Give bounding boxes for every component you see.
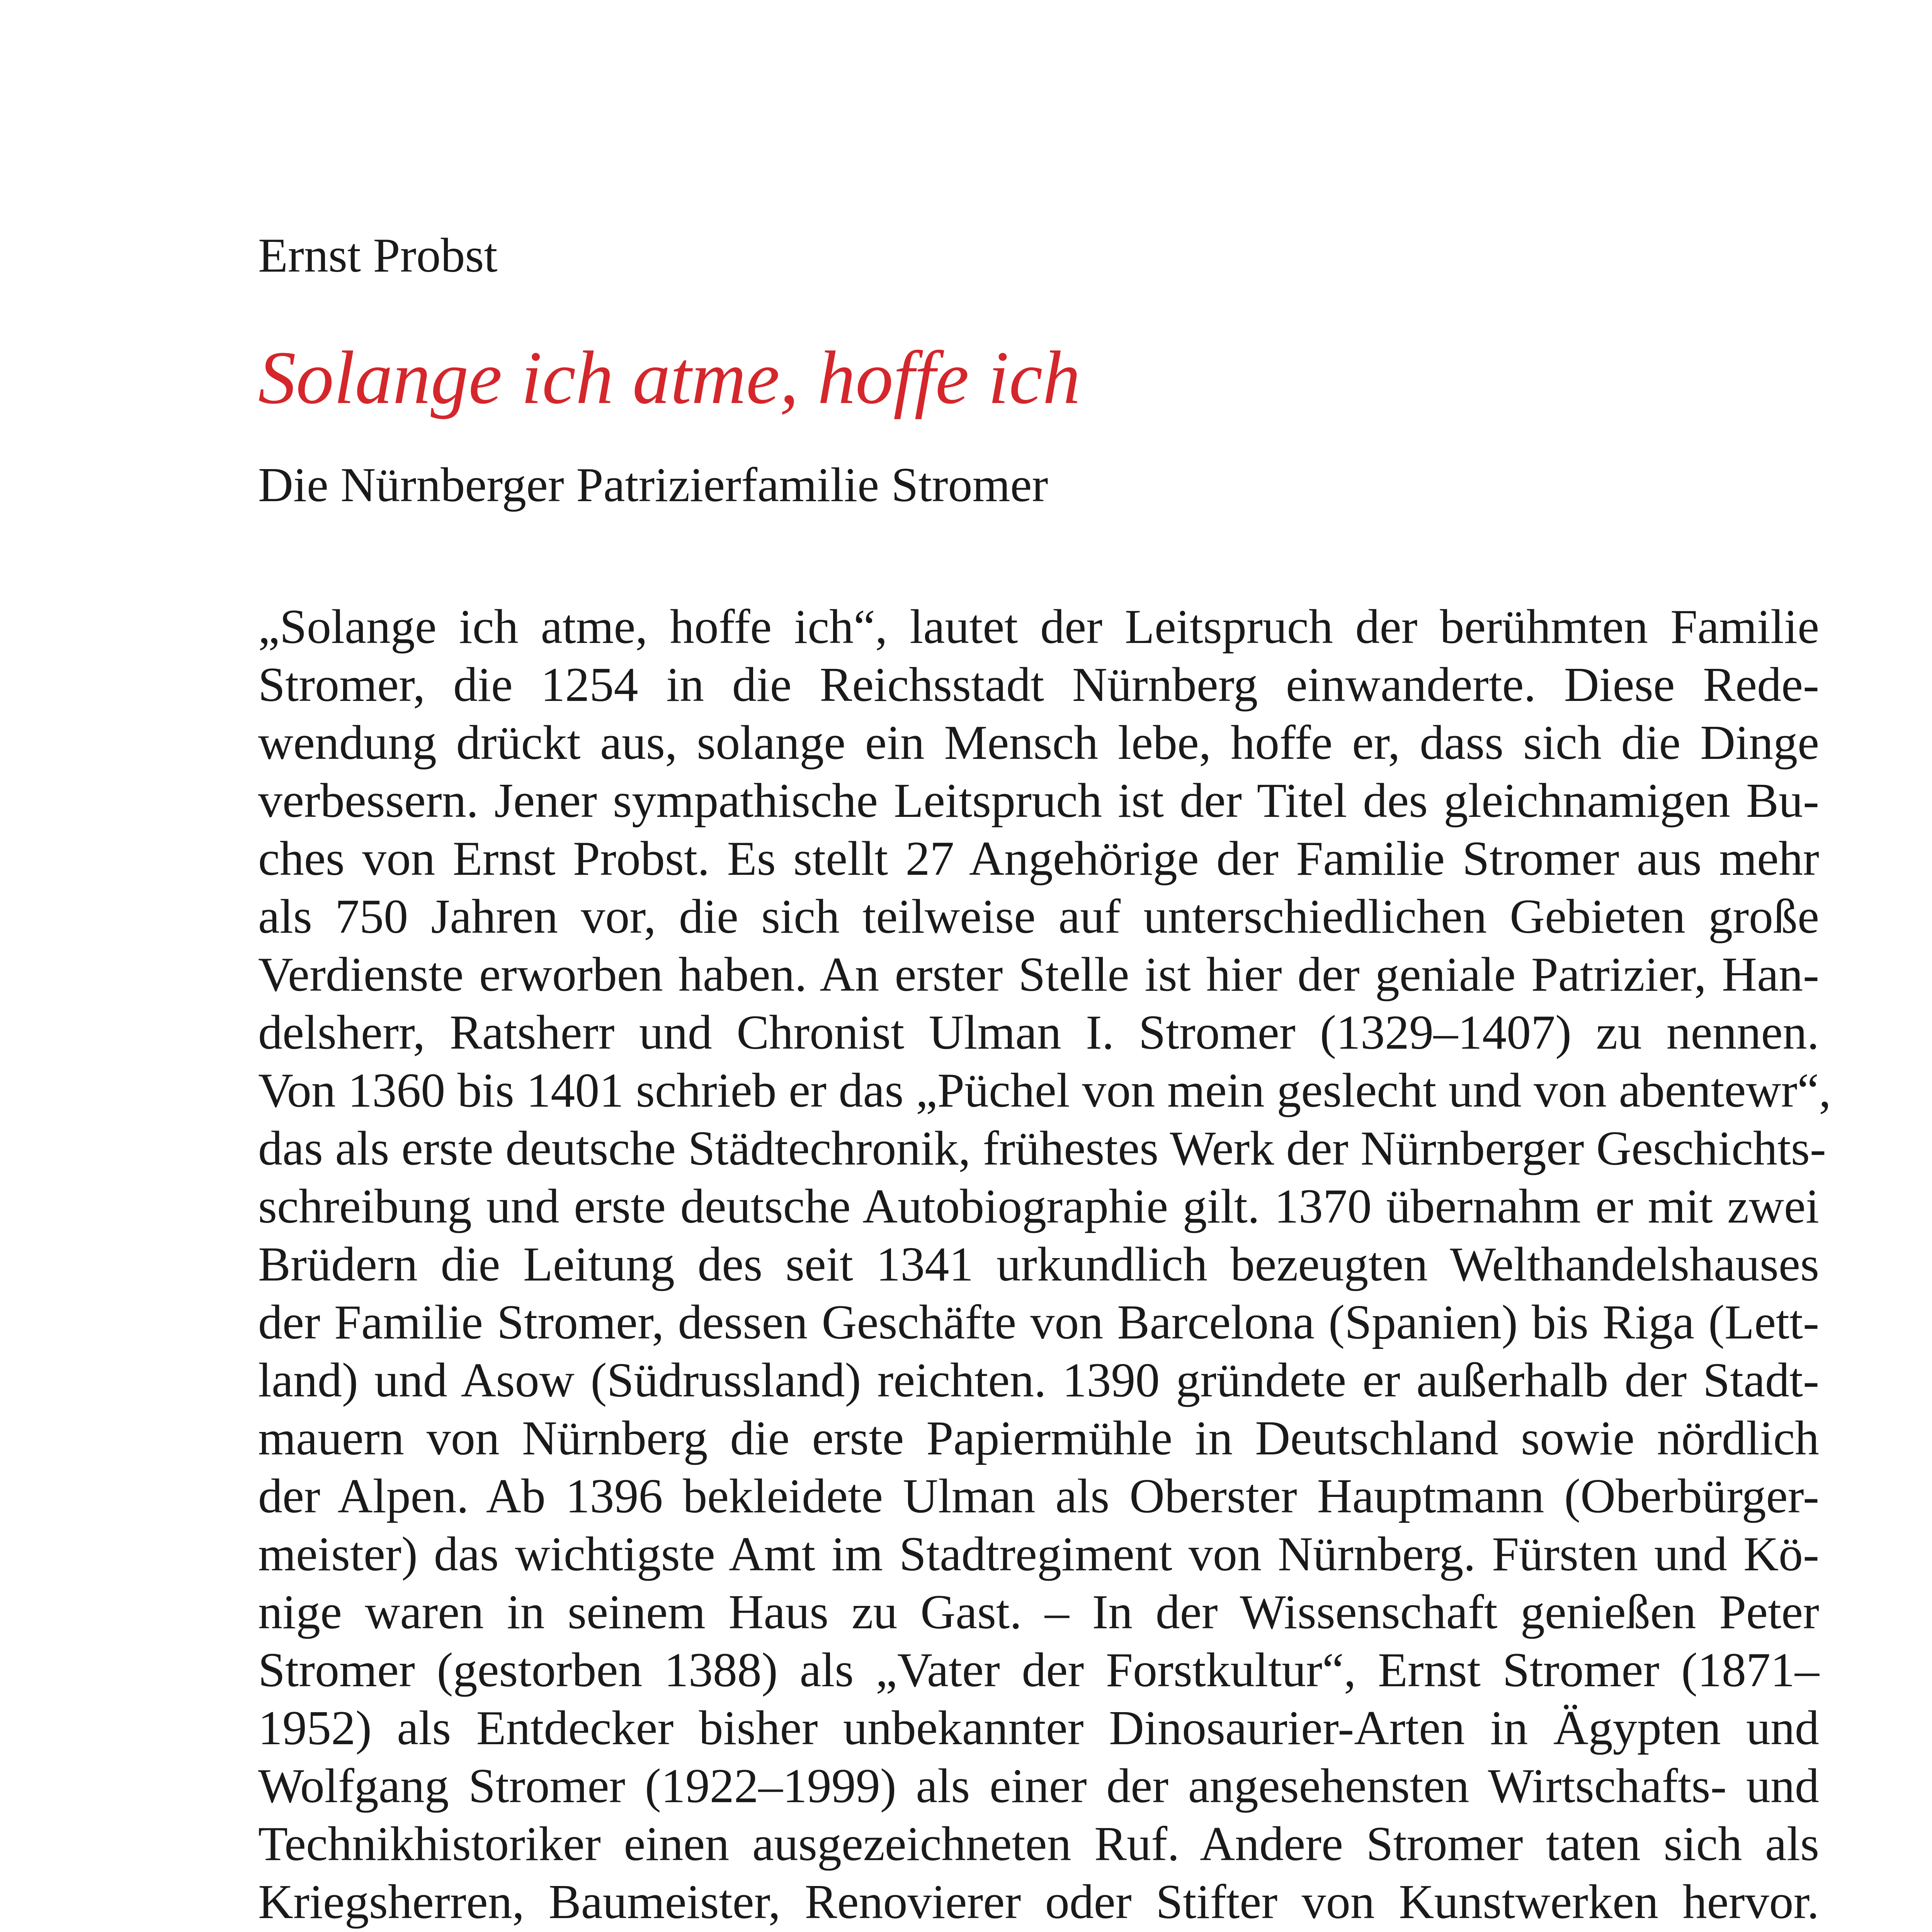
blurb-line: verbessern. Jener sympathische Leitspruch ist der Titel des gleichnamigen Bu- (258, 774, 1819, 828)
blurb-line: Brüdern die Leitung des seit 1341 urkundlich bezeugten Welthandelshauses (258, 1238, 1819, 1291)
blurb-line: der Alpen. Ab 1396 bekleidete Ulman als Oberster Hauptmann (Oberbürger- (258, 1469, 1819, 1523)
blurb-line: nige waren in seinem Haus zu Gast. – In der Wissenschaft genießen Peter (258, 1585, 1819, 1639)
blurb-line: als 750 Jahren vor, die sich teilweise auf unterschiedlichen Gebieten große (258, 890, 1819, 944)
blurb-line: meister) das wichtigste Amt im Stadtregiment von Nürnberg. Fürsten und Kö- (258, 1527, 1819, 1581)
blurb-line: schreibung und erste deutsche Autobiographie gilt. 1370 übernahm er mit zwei (258, 1180, 1819, 1233)
blurb-text (258, 598, 1831, 1932)
author-name: Ernst Probst (258, 229, 498, 282)
blurb-line: Wolfgang Stromer (1922–1999) als einer der angesehensten Wirtschafts- und (258, 1759, 1819, 1813)
book-title: Solange ich atme, hoffe ich (258, 336, 1081, 420)
blurb-line: 1952) als Entdecker bisher unbekannter Dinosaurier-Arten in Ägypten und (258, 1701, 1819, 1755)
book-subtitle: Die Nürnberger Patrizierfamilie Stromer (258, 458, 1048, 512)
blurb-line: Technikhistoriker einen ausgezeichneten Ruf. Andere Stromer taten sich als (258, 1817, 1819, 1871)
blurb-line: Verdienste erworben haben. An erster Stelle ist hier der geniale Patrizier, Han- (258, 948, 1819, 1002)
blurb-line: Stromer, die 1254 in die Reichsstadt Nürnberg einwanderte. Diese Rede- (258, 658, 1819, 712)
blurb-line: wendung drückt aus, solange ein Mensch lebe, hoffe er, dass sich die Dinge (258, 716, 1819, 770)
blurb-line: das als erste deutsche Städtechronik, frühestes Werk der Nürnberger Geschichts- (258, 1122, 1826, 1175)
blurb-line: mauern von Nürnberg die erste Papiermühle in Deutschland sowie nördlich (258, 1412, 1819, 1465)
blurb-line: land) und Asow (Südrussland) reichten. 1390 gründete er außerhalb der Stadt- (258, 1354, 1819, 1407)
blurb-line: Kriegsherren, Baumeister, Renovierer oder Stifter von Kunstwerken hervor. (258, 1875, 1819, 1929)
blurb-line: Von 1360 bis 1401 schrieb er das „Püchel von mein geslecht und von abentewr“, (258, 1064, 1831, 1117)
blurb-line: Stromer (gestorben 1388) als „Vater der Forstkultur“, Ernst Stromer (1871– (258, 1643, 1819, 1697)
blurb-line: delsherr, Ratsherr und Chronist Ulman I. Stromer (1329–1407) zu nennen. (258, 1006, 1819, 1060)
blurb-line: ches von Ernst Probst. Es stellt 27 Angehörige der Familie Stromer aus mehr (258, 832, 1819, 886)
blurb-line: „Solange ich atme, hoffe ich“, lautet der Leitspruch der berühmten Familie (258, 600, 1819, 654)
blurb-line: der Familie Stromer, dessen Geschäfte von Barcelona (Spanien) bis Riga (Lett- (258, 1296, 1819, 1349)
